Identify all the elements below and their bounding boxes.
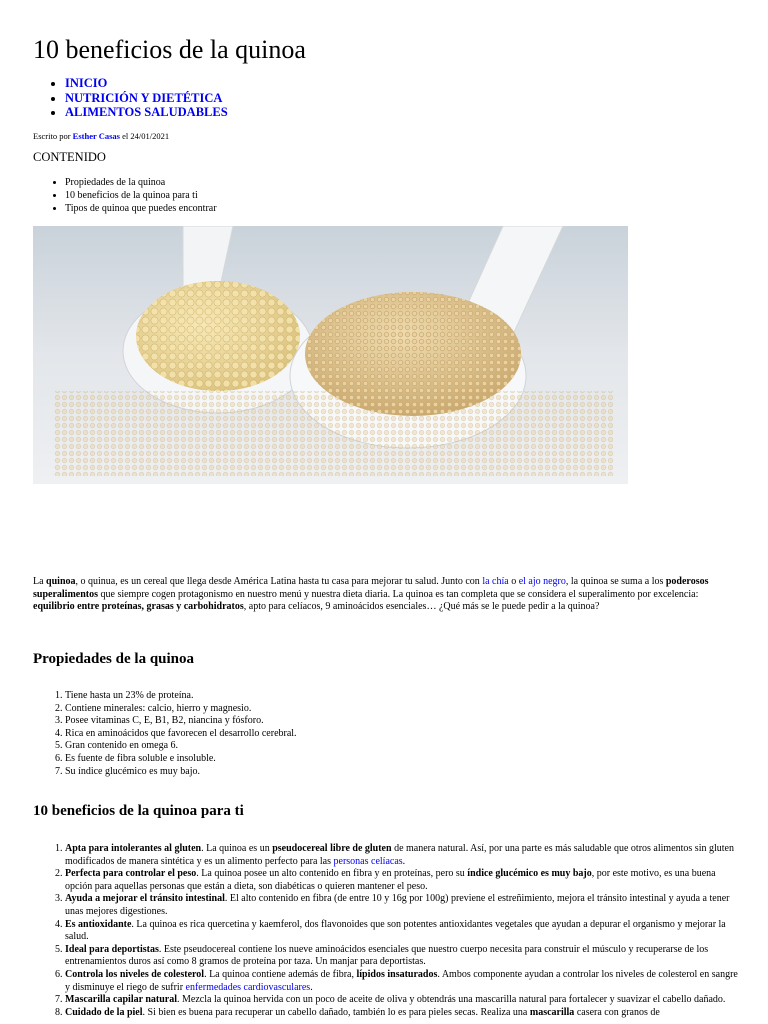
list-item <box>65 843 738 868</box>
list-item <box>65 1007 738 1020</box>
contents-heading: CONTENIDO <box>33 150 106 164</box>
hero-image <box>33 226 628 484</box>
intro-bold-superalimentos: poderosos superalimentos <box>33 576 709 600</box>
benefit-text: . Mezcla la quinoa hervida con un poco de aceite de oliva y obtendrás una mascarilla natural para fortalecer y suavizar el cabello dañado. <box>177 994 726 1006</box>
list-item: 3. Posee vitaminas C, E, B1, B2, niancina y fósforo. <box>65 715 738 728</box>
benefit-bold: lípidos insaturados <box>356 968 438 980</box>
breadcrumb-item-alimentos <box>65 105 228 120</box>
benefit-text: . La quinoa posee un alto contenido en fibra y en proteínas, pero su <box>196 868 468 880</box>
benefit-text: de manera natural. Así, por una parte es más saludable que otros alimentos sin gluten modificados de manera sintética y es un alimento perfecto para las <box>65 843 734 867</box>
intro-text: La <box>33 576 47 587</box>
benefit-text: . La quinoa contiene además de fibra, <box>204 968 357 980</box>
list-item: 1. Tiene hasta un 23% de proteína. <box>65 690 738 703</box>
table-of-contents <box>33 177 217 215</box>
list-item <box>65 868 738 893</box>
benefit-text: . El alto contenido en fibra (de entre 10 y 16g por 100g) previene el estreñimiento, mejora el tránsito intestinal y ayuda a tener unas mejores digestiones. <box>65 893 730 917</box>
page-title: 10 beneficios de la quinoa <box>33 35 306 64</box>
benefit-bold: pseudocereal libre de gluten <box>272 843 392 854</box>
list-item: 5. Gran contenido en omega 6. <box>65 740 738 753</box>
benefit-text: . <box>310 981 313 993</box>
intro-text: , o quinua, es un cereal que llega desde América Latina hasta tu casa para mejorar tu salud. Junto con <box>75 576 483 587</box>
benefit-text: . Este pseudocereal contiene los nueve aminoácidos esenciales que nuestro cuerpo necesita para construir el músculo y recuperarse de los entrenamientos duros así como 8 gramos de proteína por taza. Un manjar para deportistas. <box>65 943 709 968</box>
list-item: 4. Rica en aminoácidos que favorecen el desarrollo cerebral. <box>65 728 738 741</box>
breadcrumb-item-inicio <box>65 76 228 91</box>
benefit-text: . <box>402 855 406 867</box>
benefit-title: Mascarilla capilar natural <box>65 994 178 1006</box>
toc-item-propiedades[interactable]: • Propiedades de la quinoa <box>65 177 217 190</box>
intro-bold-equilibrio: equilibrio entre proteínas, grasas y carbohidratos <box>33 601 244 613</box>
section-heading-beneficios: 10 beneficios de la quinoa para ti <box>33 803 244 819</box>
benefits-list <box>33 843 738 1019</box>
benefit-text: . Ambos componente ayudan a controlar los niveles de colesterol en sangre y disminuye el riego de sufrir <box>65 968 738 993</box>
list-item: 2. Contiene minerales: calcio, hierro y magnesio. <box>65 703 738 716</box>
list-item: 6. Es fuente de fibra soluble e insoluble. <box>65 753 738 766</box>
breadcrumb-link-inicio[interactable]: INICIO <box>65 76 108 90</box>
list-item <box>65 919 738 944</box>
link-ajo-negro[interactable]: el ajo negro <box>518 576 566 587</box>
benefit-title: Ideal para deportistas <box>65 943 159 955</box>
intro-text: o <box>508 576 519 587</box>
intro-text: , apto para celíacos, 9 aminoácidos esenciales… ¿Qué más se le puede pedir a la quinoa? <box>243 601 600 613</box>
byline-date-prefix: el <box>119 131 131 141</box>
section-heading-propiedades: Propiedades de la quinoa <box>33 651 195 667</box>
list-item <box>65 944 738 969</box>
benefit-text: . La quinoa es rica quercetina y kaemferol, dos flavonoides que son potentes antioxidantes vegetales que ayudan a depurar el organismo y mejorar la salud. <box>65 918 726 943</box>
intro-bold-quinoa: quinoa <box>46 576 76 587</box>
publish-date: 24/01/2021 <box>130 131 170 141</box>
list-item <box>65 994 738 1007</box>
breadcrumb-link-nutricion[interactable]: NUTRICIÓN Y DIETÉTICA <box>65 90 223 105</box>
quinoa-photo-icon <box>33 226 628 484</box>
benefit-text: casera con granos de <box>574 1006 660 1018</box>
intro-text: que siempre cogen protagonismo en nuestro menú y nuestra dieta diaria. La quinoa es tan completa que se considera el superalimento por excelencia: <box>98 588 699 600</box>
toc-item-beneficios[interactable]: • 10 beneficios de la quinoa para ti <box>65 190 217 203</box>
benefit-text: , por este motivo, es una buena opción para aquellas personas que están a dieta, son diabéticas o quieren mantener el peso. <box>65 868 716 892</box>
byline-prefix: Escrito por <box>33 131 73 141</box>
link-enfermedades-cardiovasculares[interactable]: enfermedades cardiovasculares <box>185 981 311 993</box>
toc-item-tipos[interactable]: • Tipos de quinoa que puedes encontrar <box>65 203 217 216</box>
benefit-title: Controla los niveles de colesterol <box>65 968 205 980</box>
author-link[interactable]: Esther Casas <box>72 131 120 141</box>
benefit-title: Cuidado de la piel <box>65 1006 143 1018</box>
byline <box>33 131 169 141</box>
breadcrumb-link-alimentos[interactable]: ALIMENTOS SALUDABLES <box>65 105 228 119</box>
list-item <box>65 893 738 918</box>
intro-paragraph <box>33 576 738 614</box>
properties-list <box>33 690 738 778</box>
breadcrumb-item-nutricion <box>65 91 228 106</box>
list-item: 7. Su índice glucémico es muy bajo. <box>65 766 738 779</box>
breadcrumb <box>33 76 228 120</box>
list-item <box>65 969 738 994</box>
benefit-bold: índice glucémico es muy bajo <box>467 868 592 880</box>
benefit-title: Es antioxidante <box>65 918 132 930</box>
benefit-title: Ayuda a mejorar el tránsito intestinal <box>65 893 225 905</box>
link-la-chia[interactable]: la chía <box>482 576 509 587</box>
intro-text: , la quinoa se suma a los <box>565 576 666 587</box>
benefit-text: . Si bien es buena para recuperar un cabello dañado, también lo es para pieles secas. Realiza una <box>142 1006 530 1018</box>
benefit-title: Apta para intolerantes al gluten <box>65 843 202 854</box>
benefit-title: Perfecta para controlar el peso <box>65 868 197 880</box>
benefit-bold: mascarilla <box>529 1006 575 1018</box>
link-personas-celiacas[interactable]: personas celíacas <box>333 855 403 867</box>
benefit-text: . La quinoa es un <box>201 843 273 854</box>
